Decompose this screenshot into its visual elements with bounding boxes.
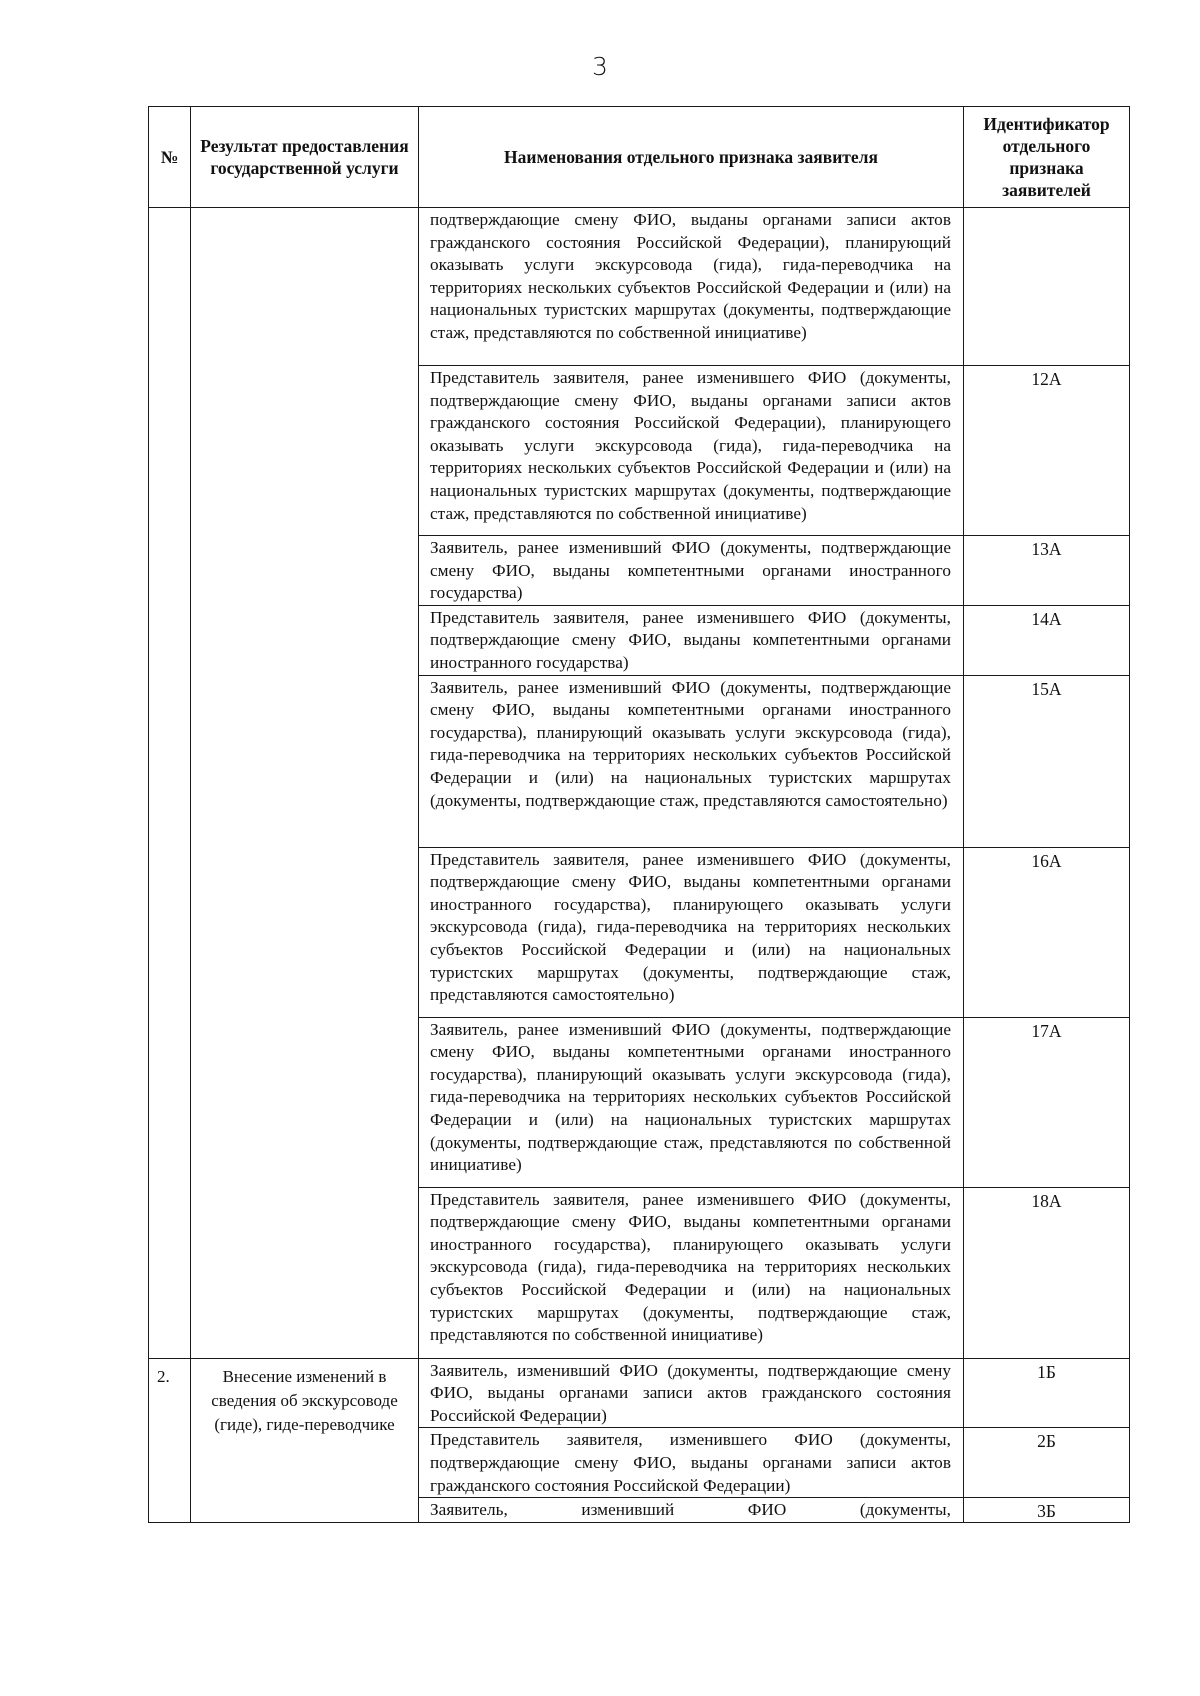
applicant-features-table	[148, 106, 1130, 1523]
feature-description: подтверждающие смену ФИО, выданы органами записи актов гражданского состояния Российской Федерации), планирующий оказывать услуги экскурсовода (гида), гида-переводчика на территориях нескольких субъектов Российской Федерации и (или) на национальных туристских маршрутах (документы, подтверждающие стаж, представляются по собственной инициативе)	[430, 210, 951, 342]
feature-description: Заявитель, ранее изменивший ФИО (документы, подтверждающие смену ФИО, выданы компетентными органами иностранного государства), планирующий оказывать услуги экскурсовода (гида), гида-переводчика на территориях нескольких субъектов Российской Федерации и (или) на национальных туристских маршрутах (документы, подтверждающие стаж, представляются по собственной инициативе)	[430, 1019, 951, 1175]
feature-identifier: 12А	[1031, 369, 1062, 389]
feature-identifier: 2Б	[1037, 1431, 1056, 1452]
section1-result-cell	[191, 208, 419, 1359]
feature-identifier: 16А	[1031, 850, 1062, 871]
section1-number-cell	[149, 208, 191, 1359]
section2-number-cell	[149, 1358, 191, 1523]
feature-identifier: 15А	[1031, 678, 1062, 699]
feature-identifier: 1Б	[1037, 1361, 1056, 1382]
feature-description: Представитель заявителя, ранее изменившего ФИО (документы, подтверждающие смену ФИО, выданы компетентными органами иностранного государства), планирующего оказывать услуги экскурсовода (гида), гида-переводчика на территориях нескольких субъектов Российской Федерации и (или) на национальных туристских маршрутах (документы, подтверждающие стаж, представляются по собственной инициативе)	[430, 1189, 951, 1345]
feature-identifier: 14А	[1031, 608, 1062, 629]
table-row	[149, 1358, 1130, 1428]
feature-identifier: 3Б	[1037, 1501, 1056, 1522]
feature-description: Представитель заявителя, ранее изменившего ФИО (документы, подтверждающие смену ФИО, выданы органами записи актов гражданского состояния Российской Федерации), планирующего оказывать услуги экскурсовода (гида), гида-переводчика на территориях нескольких субъектов Российской Федерации и (или) на национальных туристских маршрутах (документы, подтверждающие стаж, представляются по собственной инициативе)	[430, 368, 951, 523]
feature-description: Заявитель, ранее изменивший ФИО (документы, подтверждающие смену ФИО, выданы компетентными органами иностранного государства)	[430, 538, 951, 603]
section2-number: 2.	[157, 1366, 170, 1386]
page-number: 3	[592, 52, 608, 81]
feature-description: Заявитель, ранее изменивший ФИО (документы, подтверждающие смену ФИО, выданы компетентными органами иностранного государства), планирующий оказывать услуги экскурсовода (гида), гида-переводчика на территориях нескольких субъектов Российской Федерации и (или) на национальных туристских маршрутах (документы, подтверждающие стаж, представляются самостоятельно)	[430, 677, 951, 810]
feature-identifier: 18А	[1031, 1190, 1062, 1211]
feature-description: Представитель заявителя, ранее изменившего ФИО (документы, подтверждающие смену ФИО, выданы компетентными органами иностранного государства)	[430, 607, 951, 672]
section2-result-cell	[191, 1358, 419, 1523]
feature-description: Представитель заявителя, ранее изменившего ФИО (документы, подтверждающие смену ФИО, выданы компетентными органами иностранного государства), планирующего оказывать услуги экскурсовода (гида), гида-переводчика на территориях нескольких субъектов Российской Федерации и (или) на национальных туристских маршрутах (документы, подтверждающие стаж, представляются самостоятельно)	[430, 849, 951, 1005]
feature-identifier	[964, 208, 1129, 211]
feature-identifier: 17А	[1031, 1020, 1062, 1041]
feature-identifier: 13А	[1031, 539, 1062, 559]
feature-description: Заявитель, изменивший ФИО (документы, подтверждающие смену ФИО, выданы органами записи актов гражданского состояния Российской Федерации)	[430, 1360, 951, 1425]
table-row	[149, 208, 1130, 366]
header-result: Результат предоставления государственной услуги	[191, 107, 419, 208]
feature-description: Заявитель, изменивший ФИО (документы,	[430, 1500, 951, 1520]
section2-result: Внесение изменений в сведения об экскурсоводе (гиде), гиде-переводчике	[211, 1366, 398, 1434]
table-header-row	[149, 107, 1130, 208]
feature-description: Представитель заявителя, изменившего ФИО (документы, подтверждающие смену ФИО, выданы органами записи актов гражданского состояния Российской Федерации)	[430, 1430, 951, 1495]
header-feature-name: Наименования отдельного признака заявителя	[419, 107, 964, 208]
header-identifier: Идентификатор отдельного признака заявителей	[964, 107, 1130, 208]
header-number: №	[149, 107, 191, 208]
